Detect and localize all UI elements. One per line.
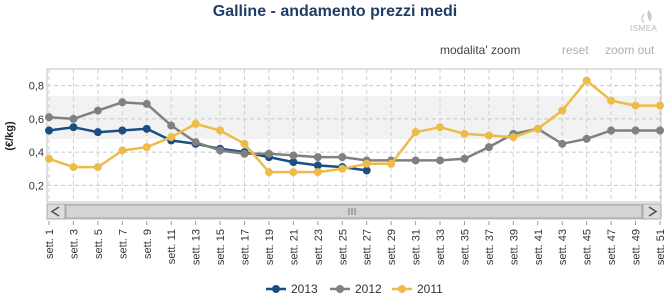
data-point-2012[interactable] (436, 156, 444, 164)
x-tick-label: sett. 7 (117, 229, 130, 259)
data-point-2012[interactable] (241, 150, 249, 158)
x-tick-label: sett. 27 (361, 229, 374, 266)
data-point-2012[interactable] (460, 155, 468, 163)
data-point-2012[interactable] (167, 122, 175, 130)
y-tick-label: 0,4 (28, 147, 44, 160)
y-axis (29, 81, 44, 193)
reset-button[interactable]: reset (562, 43, 589, 57)
data-point-2011[interactable] (216, 127, 224, 135)
data-point-2011[interactable] (387, 160, 395, 168)
data-point-2012[interactable] (632, 127, 640, 135)
x-tick-label: sett. 29 (386, 229, 399, 266)
data-point-2012[interactable] (656, 127, 664, 135)
chart-title: Galline - andamento prezzi medi (212, 3, 458, 20)
x-tick-label: sett. 49 (630, 229, 643, 266)
data-point-2011[interactable] (632, 102, 640, 110)
data-point-2011[interactable] (583, 77, 591, 85)
x-tick-label: sett. 1 (44, 229, 56, 259)
legend-item-2012[interactable] (329, 280, 389, 298)
data-point-2011[interactable] (338, 165, 346, 173)
data-point-2013[interactable] (69, 123, 77, 131)
data-point-2012[interactable] (94, 107, 102, 115)
data-point-2012[interactable] (265, 150, 273, 158)
data-point-2011[interactable] (607, 97, 615, 105)
x-tick-label: sett. 11 (166, 229, 179, 265)
x-tick-label: sett. 37 (483, 229, 496, 266)
x-tick-label: sett. 33 (435, 229, 448, 266)
x-tick-label: sett. 43 (557, 229, 570, 266)
scrollbar-thumb[interactable] (66, 205, 642, 218)
data-point-2012[interactable] (485, 143, 493, 151)
data-point-2011[interactable] (118, 146, 126, 154)
zoom-out-button[interactable]: zoom out (605, 43, 655, 57)
data-point-2012[interactable] (412, 156, 420, 164)
x-tick-label: sett. 3 (68, 229, 81, 259)
data-point-2012[interactable] (607, 127, 615, 135)
data-point-2011[interactable] (534, 125, 542, 133)
data-point-2012[interactable] (192, 138, 200, 146)
data-point-2012[interactable] (289, 151, 297, 159)
x-tick-label: sett. 41 (532, 229, 545, 266)
legend-marker-icon (329, 283, 351, 295)
legend-item-2013[interactable] (265, 280, 325, 298)
data-point-2011[interactable] (460, 130, 468, 138)
legend-marker-icon (265, 283, 287, 295)
x-tick-label: sett. 35 (459, 229, 472, 266)
data-point-2011[interactable] (94, 163, 102, 171)
data-point-2011[interactable] (656, 102, 664, 110)
data-point-2011[interactable] (289, 168, 297, 176)
legend-label: 2011 (417, 282, 443, 296)
data-point-2011[interactable] (45, 155, 53, 163)
data-point-2013[interactable] (143, 125, 151, 133)
y-tick-label: 0,8 (28, 80, 44, 93)
data-point-2012[interactable] (118, 98, 126, 106)
data-point-2011[interactable] (167, 133, 175, 141)
legend-item-2011[interactable] (391, 280, 451, 298)
x-axis (44, 221, 667, 265)
data-point-2013[interactable] (45, 127, 53, 135)
data-point-2011[interactable] (241, 140, 249, 148)
legend-label: 2013 (291, 282, 318, 296)
x-tick-label: sett. 19 (263, 229, 276, 266)
data-point-2011[interactable] (436, 123, 444, 131)
y-tick-label: 0,2 (28, 180, 44, 193)
data-point-2011[interactable] (314, 168, 322, 176)
data-point-2011[interactable] (412, 128, 420, 136)
data-point-2013[interactable] (94, 128, 102, 136)
data-point-2012[interactable] (583, 135, 591, 143)
data-point-2012[interactable] (558, 140, 566, 148)
scrollbar-right-button[interactable] (643, 204, 661, 219)
data-point-2011[interactable] (485, 132, 493, 140)
x-tick-label: sett. 15 (215, 229, 228, 266)
x-tick-label: sett. 9 (141, 229, 154, 259)
data-point-2011[interactable] (363, 160, 371, 168)
legend-marker-icon (391, 283, 413, 295)
x-tick-label: sett. 5 (92, 229, 105, 259)
legend (0, 280, 670, 298)
data-point-2011[interactable] (265, 168, 273, 176)
data-point-2013[interactable] (118, 127, 126, 135)
x-tick-label: sett. 31 (410, 229, 423, 266)
zoom-mode-label: modalita' zoom (440, 43, 521, 57)
legend-label: 2012 (355, 282, 382, 296)
data-point-2012[interactable] (314, 153, 322, 161)
y-axis-label: (€/kg) (4, 121, 16, 151)
x-tick-label: sett. 51 (655, 229, 667, 266)
data-point-2012[interactable] (69, 115, 77, 123)
x-tick-label: sett. 45 (581, 229, 594, 266)
x-tick-label: sett. 17 (239, 229, 252, 266)
data-point-2011[interactable] (69, 163, 77, 171)
logo-text: ISMEA (630, 24, 658, 33)
x-tick-label: sett. 21 (288, 229, 301, 266)
x-tick-label: sett. 47 (606, 229, 619, 266)
x-tick-label: sett. 13 (190, 229, 203, 266)
horizontal-scrollbar[interactable] (47, 204, 661, 219)
x-tick-label: sett. 39 (508, 229, 521, 266)
x-tick-label: sett. 23 (312, 229, 325, 266)
data-point-2011[interactable] (143, 143, 151, 151)
y-tick-label: 0,6 (28, 113, 44, 126)
data-point-2012[interactable] (338, 153, 346, 161)
data-point-2012[interactable] (45, 113, 53, 121)
scrollbar-left-button[interactable] (47, 204, 65, 219)
data-point-2012[interactable] (216, 146, 224, 154)
data-point-2011[interactable] (509, 133, 517, 141)
x-tick-label: sett. 25 (337, 229, 350, 266)
data-point-2012[interactable] (143, 100, 151, 108)
data-point-2011[interactable] (192, 120, 200, 128)
data-point-2011[interactable] (558, 107, 566, 115)
